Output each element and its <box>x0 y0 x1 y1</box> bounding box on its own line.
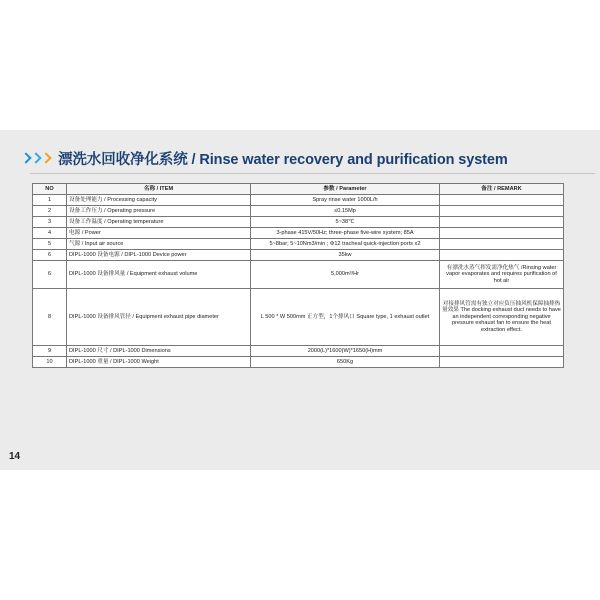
row-remark <box>440 239 564 250</box>
table-row <box>33 357 564 368</box>
row-no: 5 <box>33 239 67 250</box>
table-row <box>33 206 564 217</box>
row-param: 5~8bar; 5~10Nm3/min ; Φ12 tracheal quick-injection ports x2 <box>251 239 440 250</box>
table-row <box>33 239 564 250</box>
row-remark <box>440 217 564 228</box>
row-no: 6 <box>33 250 67 261</box>
title-divider <box>30 173 595 174</box>
row-param: 2000(L)*1600(W)*1650(H)mm <box>251 346 440 357</box>
row-remark <box>440 228 564 239</box>
table-row <box>33 346 564 357</box>
row-remark: 有漂洗水蒸气挥发需净化热气 /Rinsing water vapor evaporates and requires purification of hot air <box>440 261 564 289</box>
col-header-no: NO <box>33 184 67 195</box>
row-no: 8 <box>33 289 67 346</box>
row-param: Spray rinse water 1000L/h <box>251 195 440 206</box>
table-row <box>33 217 564 228</box>
row-item: DIPL-1000 设备排风量 / Equipment exhaust volume <box>67 261 251 289</box>
row-no: 4 <box>33 228 67 239</box>
chevron-arrows-icon <box>22 154 52 162</box>
section-header <box>22 147 508 169</box>
row-item: 设备工作温度 / Operating temperature <box>67 217 251 228</box>
row-param: 35kw <box>251 250 440 261</box>
row-remark: 对接排风管需有独立对应负压抽风机保障抽排热量效果 The docking exhaust duct needs to have an independent corresponding negative pressure exhaust fan to ensure the heat extraction effect. <box>440 289 564 346</box>
row-param: 650Kg <box>251 357 440 368</box>
row-item: 设备工作压力 / Operating pressure <box>67 206 251 217</box>
row-remark <box>440 346 564 357</box>
page-title: 漂洗水回收净化系统 / Rinse water recovery and purification system <box>58 151 508 168</box>
row-item: 电源 / Power <box>67 228 251 239</box>
table-row <box>33 195 564 206</box>
row-no: 9 <box>33 346 67 357</box>
table-header-row <box>33 184 564 195</box>
col-header-item: 名称 / ITEM <box>67 184 251 195</box>
col-header-remark: 备注 / REMARK <box>440 184 564 195</box>
row-item: DIPL-1000 尺寸 / DIPL-1000 Dimensions <box>67 346 251 357</box>
row-param: L 500 * W 500mm 正方型，1个排风口 Square type, 1 exhaust outlet <box>251 289 440 346</box>
row-remark <box>440 195 564 206</box>
page-number: 14 <box>9 451 21 462</box>
table-row <box>33 261 564 289</box>
row-item: DIPL-1000 设备电源 / DIPL-1000 Device power <box>67 250 251 261</box>
table-row <box>33 250 564 261</box>
row-param: ≤0.15Mp <box>251 206 440 217</box>
row-no: 10 <box>33 357 67 368</box>
row-remark <box>440 357 564 368</box>
row-remark <box>440 206 564 217</box>
row-item: 气源 / Input air source <box>67 239 251 250</box>
col-header-parameter: 参数 / Parameter <box>251 184 440 195</box>
table-row <box>33 289 564 346</box>
table-row <box>33 228 564 239</box>
row-item: DIPL-1000 设备排风管径 / Equipment exhaust pipe diameter <box>67 289 251 346</box>
row-param: 5,000m³/Hr <box>251 261 440 289</box>
row-no: 2 <box>33 206 67 217</box>
row-remark <box>440 250 564 261</box>
spec-table <box>32 183 564 368</box>
row-no: 1 <box>33 195 67 206</box>
row-param: 3-phase 415V/50Hz; three-phase five-wire system; 85A <box>251 228 440 239</box>
row-item: 设备处理能力 / Processing capacity <box>67 195 251 206</box>
row-param: 5~38℃ <box>251 217 440 228</box>
row-item: DIPL-1000 重量 / DIPL-1000 Weight <box>67 357 251 368</box>
row-no: 6 <box>33 261 67 289</box>
row-no: 3 <box>33 217 67 228</box>
